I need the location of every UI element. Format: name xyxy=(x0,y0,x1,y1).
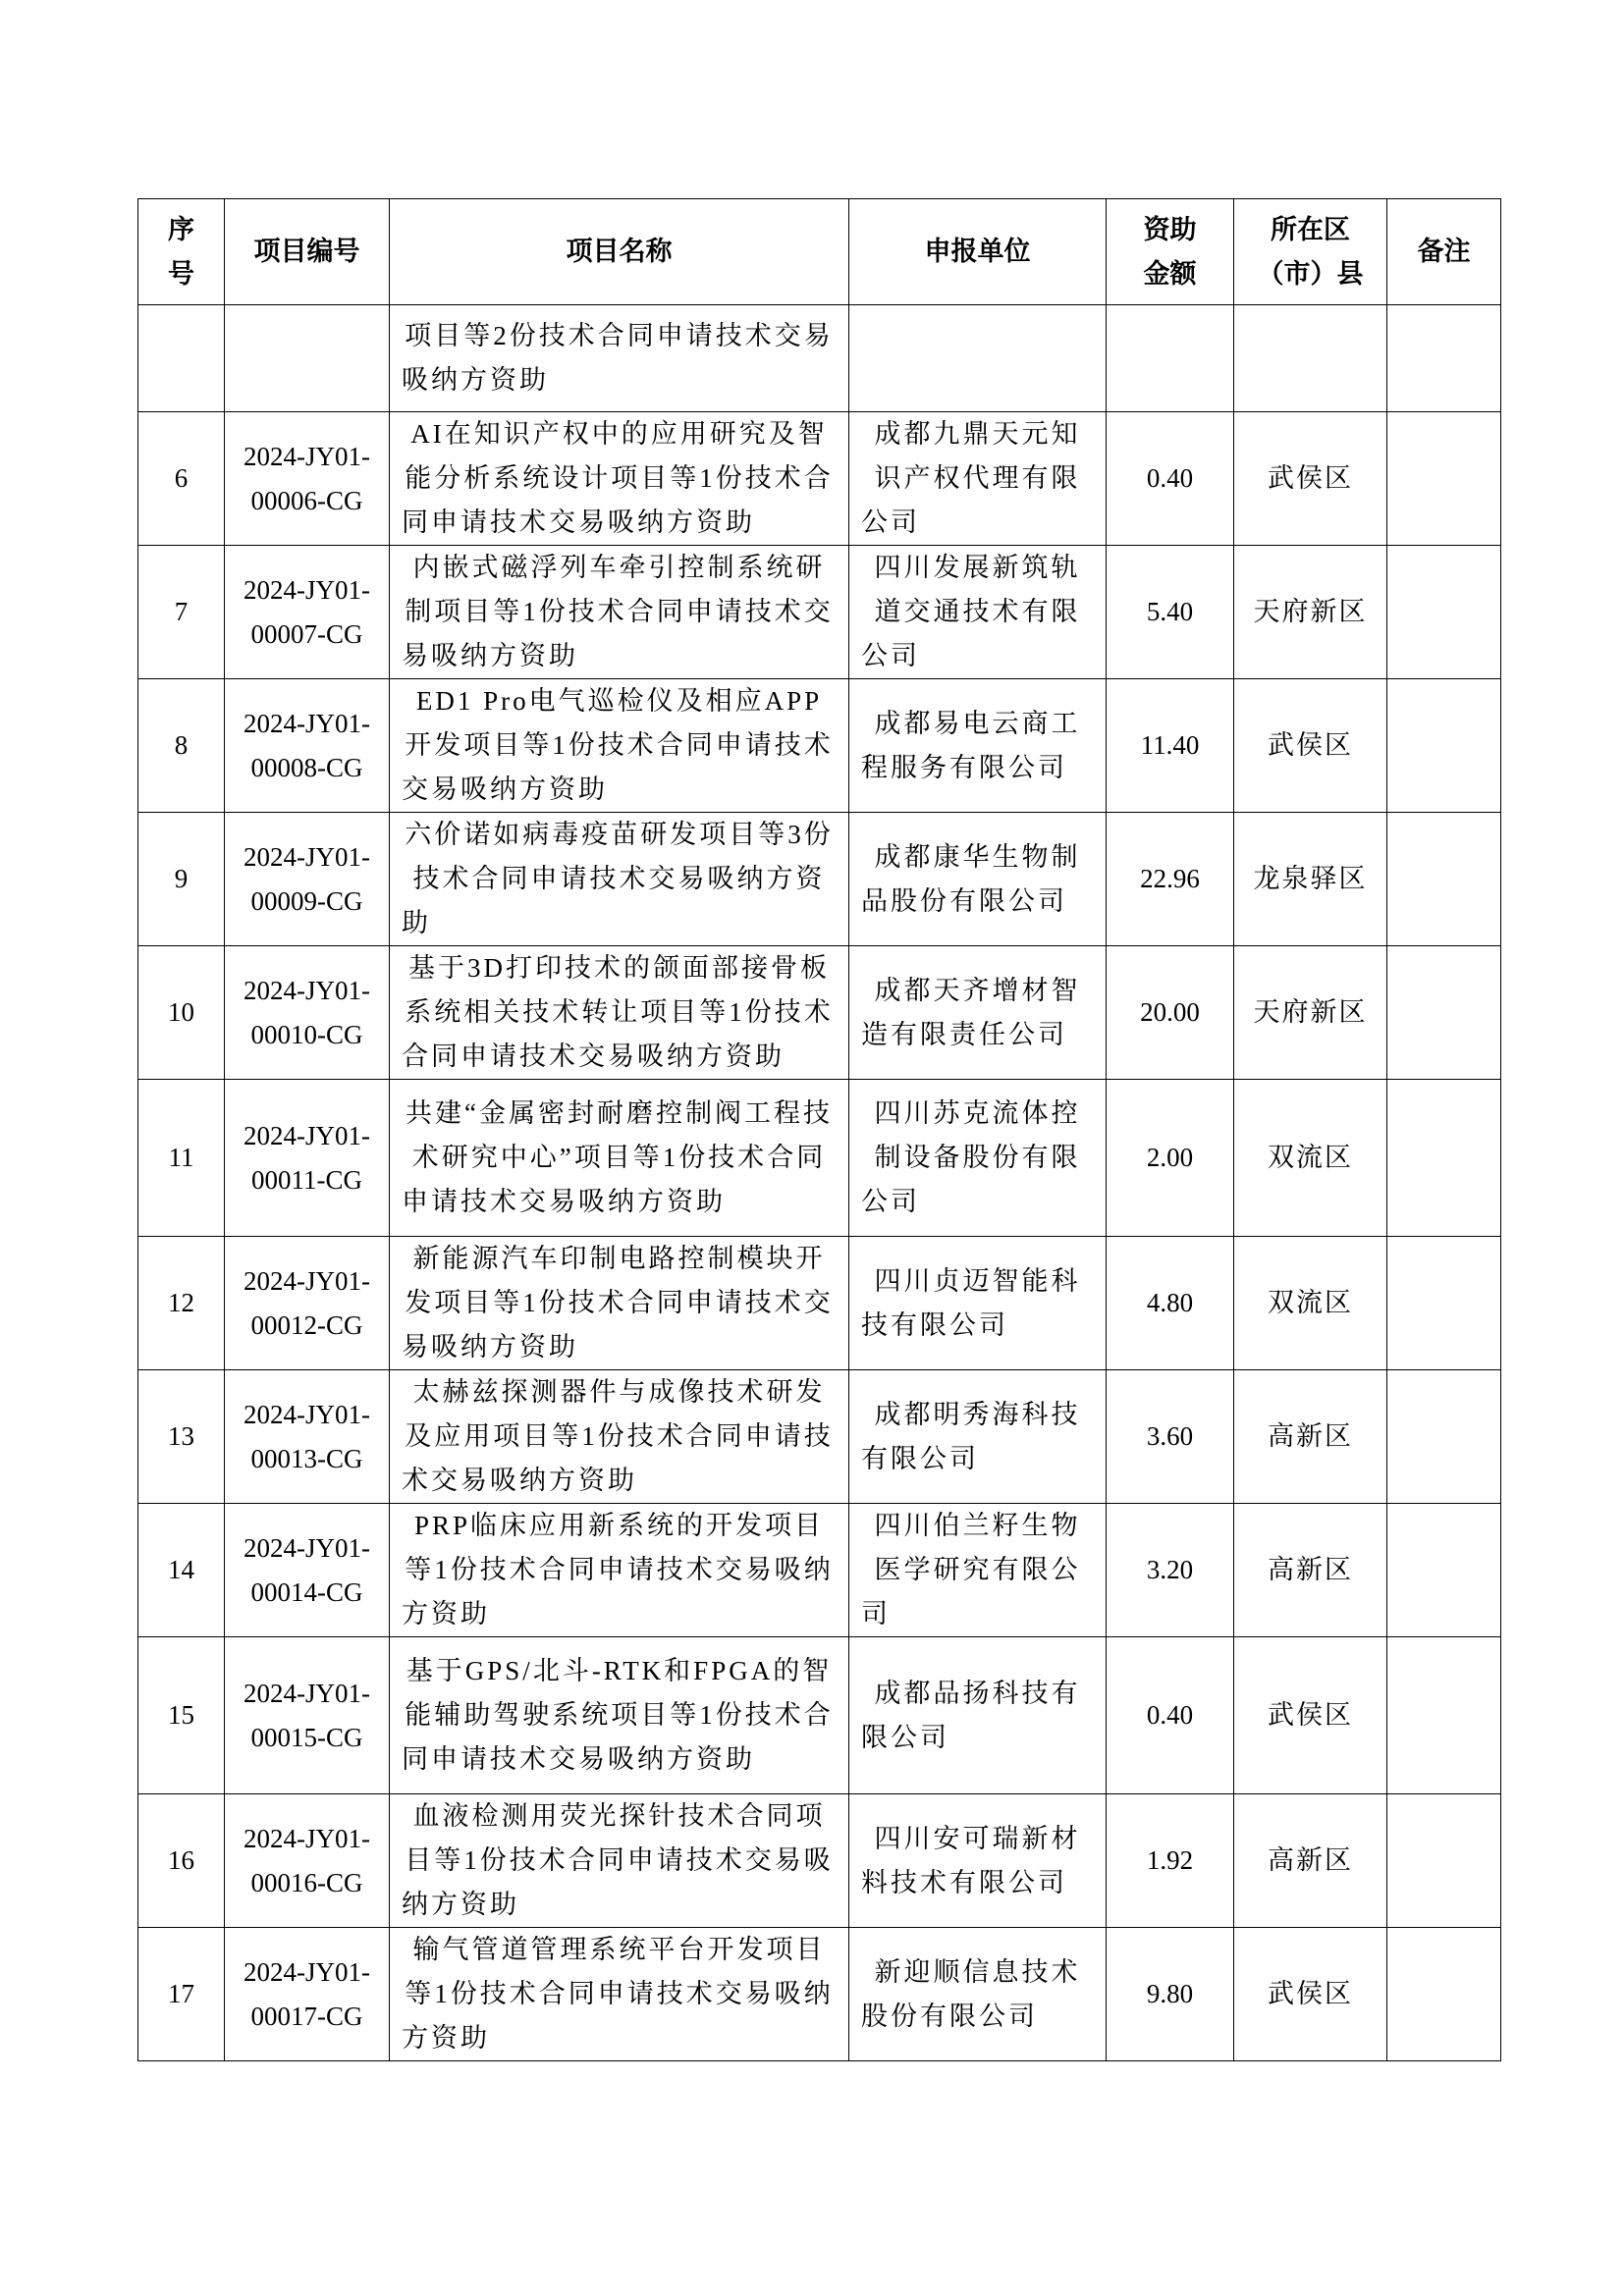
code-text: 2024-JY01-00013-CG xyxy=(244,1399,370,1473)
district-cell: 双流区 xyxy=(1234,1080,1387,1237)
header-amount xyxy=(1107,199,1234,305)
amount-cell: 3.20 xyxy=(1107,1504,1234,1637)
code-cell xyxy=(225,1370,390,1504)
code-cell xyxy=(225,813,390,946)
seq-cell: 8 xyxy=(138,679,225,813)
district-cell: 天府新区 xyxy=(1234,946,1387,1080)
note-cell xyxy=(1387,813,1501,946)
note-cell xyxy=(1387,305,1501,412)
district-cell: 高新区 xyxy=(1234,1794,1387,1928)
table-row xyxy=(138,1504,1501,1637)
note-cell xyxy=(1387,1370,1501,1504)
seq-cell: 16 xyxy=(138,1794,225,1928)
project-name-cell: 输气管道管理系统平台开发项目等1份技术合同申请技术交易吸纳方资助 xyxy=(390,1928,849,2061)
code-text: 2024-JY01-00009-CG xyxy=(244,841,370,916)
applicant-cell: 四川贞迈智能科技有限公司 xyxy=(849,1237,1107,1370)
district-cell: 高新区 xyxy=(1234,1504,1387,1637)
code-text: 2024-JY01-00008-CG xyxy=(244,708,370,782)
table-row xyxy=(138,546,1501,679)
code-text: 2024-JY01-00007-CG xyxy=(244,574,370,649)
header-unit-line: 申报单位 xyxy=(924,237,1031,267)
header-note-line: 备注 xyxy=(1417,237,1471,267)
header-unit xyxy=(849,199,1107,305)
district-cell: 武侯区 xyxy=(1234,412,1387,546)
header-name-line: 项目名称 xyxy=(566,237,673,267)
seq-cell: 9 xyxy=(138,813,225,946)
table-row xyxy=(138,813,1501,946)
seq-cell xyxy=(138,305,225,412)
code-text: 2024-JY01-00016-CG xyxy=(244,1823,370,1897)
table-row xyxy=(138,305,1501,412)
header-code xyxy=(225,199,390,305)
applicant-cell: 成都明秀海科技有限公司 xyxy=(849,1370,1107,1504)
seq-cell: 14 xyxy=(138,1504,225,1637)
note-cell xyxy=(1387,412,1501,546)
code-cell xyxy=(225,1080,390,1237)
header-name xyxy=(390,199,849,305)
header-seq-line: 序 xyxy=(168,214,194,245)
applicant-cell: 四川苏克流体控制设备股份有限公司 xyxy=(849,1080,1107,1237)
note-cell xyxy=(1387,1794,1501,1928)
table-row xyxy=(138,1794,1501,1928)
table-row xyxy=(138,1637,1501,1794)
header-note xyxy=(1387,199,1501,305)
table-row xyxy=(138,412,1501,546)
amount-cell: 9.80 xyxy=(1107,1928,1234,2061)
amount-cell: 22.96 xyxy=(1107,813,1234,946)
amount-cell: 5.40 xyxy=(1107,546,1234,679)
project-name-cell: 共建“金属密封耐磨控制阀工程技术研究中心”项目等1份技术合同申请技术交易吸纳方资助 xyxy=(390,1080,849,1237)
project-name-cell: 项目等2份技术合同申请技术交易吸纳方资助 xyxy=(390,305,849,412)
amount-cell: 20.00 xyxy=(1107,946,1234,1080)
table-row xyxy=(138,1237,1501,1370)
header-amount-line: 金额 xyxy=(1143,258,1197,290)
code-text: 2024-JY01-00015-CG xyxy=(244,1678,370,1752)
district-cell: 武侯区 xyxy=(1234,1928,1387,2061)
applicant-cell: 成都品扬科技有限公司 xyxy=(849,1637,1107,1794)
amount-cell: 1.92 xyxy=(1107,1794,1234,1928)
project-name-cell: ED1 Pro电气巡检仪及相应APP开发项目等1份技术合同申请技术交易吸纳方资助 xyxy=(390,679,849,813)
header-seq-line: 号 xyxy=(168,258,194,290)
header-amount-line: 资助 xyxy=(1143,214,1197,245)
district-cell xyxy=(1234,305,1387,412)
amount-cell: 0.40 xyxy=(1107,412,1234,546)
amount-cell: 3.60 xyxy=(1107,1370,1234,1504)
district-cell: 天府新区 xyxy=(1234,546,1387,679)
code-cell xyxy=(225,946,390,1080)
code-cell xyxy=(225,1928,390,2061)
table-body xyxy=(138,305,1501,2061)
applicant-cell: 四川安可瑞新材料技术有限公司 xyxy=(849,1794,1107,1928)
project-name-cell: 基于3D打印技术的颌面部接骨板系统相关技术转让项目等1份技术合同申请技术交易吸纳方资助 xyxy=(390,946,849,1080)
amount-cell: 2.00 xyxy=(1107,1080,1234,1237)
seq-cell: 13 xyxy=(138,1370,225,1504)
amount-cell: 11.40 xyxy=(1107,679,1234,813)
amount-cell: 0.40 xyxy=(1107,1637,1234,1794)
header-row xyxy=(138,199,1501,305)
note-cell xyxy=(1387,946,1501,1080)
applicant-cell: 成都天齐增材智造有限责任公司 xyxy=(849,946,1107,1080)
seq-cell: 12 xyxy=(138,1237,225,1370)
applicant-cell: 四川发展新筑轨道交通技术有限公司 xyxy=(849,546,1107,679)
project-name-cell: 六价诺如病毒疫苗研发项目等3份技术合同申请技术交易吸纳方资助 xyxy=(390,813,849,946)
code-text: 2024-JY01-00012-CG xyxy=(244,1265,370,1340)
header-code-line: 项目编号 xyxy=(253,237,360,267)
header-district xyxy=(1234,199,1387,305)
table-row xyxy=(138,679,1501,813)
funding-table xyxy=(137,198,1501,2061)
table-row xyxy=(138,1928,1501,2061)
code-cell xyxy=(225,1237,390,1370)
code-text: 2024-JY01-00017-CG xyxy=(244,1956,370,2031)
seq-cell: 11 xyxy=(138,1080,225,1237)
table-row xyxy=(138,946,1501,1080)
note-cell xyxy=(1387,1928,1501,2061)
header-district-line: （市）县 xyxy=(1257,258,1364,290)
code-cell xyxy=(225,1504,390,1637)
code-text: 2024-JY01-00014-CG xyxy=(244,1532,370,1607)
applicant-cell: 新迎顺信息技术股份有限公司 xyxy=(849,1928,1107,2061)
applicant-cell: 成都康华生物制品股份有限公司 xyxy=(849,813,1107,946)
applicant-cell xyxy=(849,305,1107,412)
note-cell xyxy=(1387,679,1501,813)
code-cell xyxy=(225,679,390,813)
project-name-cell: 血液检测用荧光探针技术合同项目等1份技术合同申请技术交易吸纳方资助 xyxy=(390,1794,849,1928)
table-row xyxy=(138,1080,1501,1237)
code-text: 2024-JY01-00011-CG xyxy=(244,1120,370,1195)
code-cell xyxy=(225,546,390,679)
district-cell: 武侯区 xyxy=(1234,679,1387,813)
header-district-line: 所在区 xyxy=(1271,214,1350,245)
project-name-cell: 内嵌式磁浮列车牵引控制系统研制项目等1份技术合同申请技术交易吸纳方资助 xyxy=(390,546,849,679)
project-name-cell: 基于GPS/北斗-RTK和FPGA的智能辅助驾驶系统项目等1份技术合同申请技术交易吸纳方资助 xyxy=(390,1637,849,1794)
code-cell xyxy=(225,305,390,412)
code-text: 2024-JY01-00010-CG xyxy=(244,975,370,1049)
district-cell: 高新区 xyxy=(1234,1370,1387,1504)
district-cell: 武侯区 xyxy=(1234,1637,1387,1794)
amount-cell: 4.80 xyxy=(1107,1237,1234,1370)
note-cell xyxy=(1387,1637,1501,1794)
project-name-cell: 太赫兹探测器件与成像技术研发及应用项目等1份技术合同申请技术交易吸纳方资助 xyxy=(390,1370,849,1504)
seq-cell: 15 xyxy=(138,1637,225,1794)
seq-cell: 17 xyxy=(138,1928,225,2061)
code-text: 2024-JY01-00006-CG xyxy=(244,441,370,515)
project-name-cell: PRP临床应用新系统的开发项目等1份技术合同申请技术交易吸纳方资助 xyxy=(390,1504,849,1637)
district-cell: 双流区 xyxy=(1234,1237,1387,1370)
amount-cell xyxy=(1107,305,1234,412)
seq-cell: 7 xyxy=(138,546,225,679)
applicant-cell: 成都易电云商工程服务有限公司 xyxy=(849,679,1107,813)
district-cell: 龙泉驿区 xyxy=(1234,813,1387,946)
seq-cell: 6 xyxy=(138,412,225,546)
header-seq xyxy=(138,199,225,305)
applicant-cell: 四川伯兰籽生物医学研究有限公司 xyxy=(849,1504,1107,1637)
note-cell xyxy=(1387,1504,1501,1637)
project-name-cell: AI在知识产权中的应用研究及智能分析系统设计项目等1份技术合同申请技术交易吸纳方资助 xyxy=(390,412,849,546)
project-name-cell: 新能源汽车印制电路控制模块开发项目等1份技术合同申请技术交易吸纳方资助 xyxy=(390,1237,849,1370)
note-cell xyxy=(1387,546,1501,679)
note-cell xyxy=(1387,1080,1501,1237)
seq-cell: 10 xyxy=(138,946,225,1080)
applicant-cell: 成都九鼎天元知识产权代理有限公司 xyxy=(849,412,1107,546)
note-cell xyxy=(1387,1237,1501,1370)
code-cell xyxy=(225,1637,390,1794)
table-row xyxy=(138,1370,1501,1504)
code-cell xyxy=(225,412,390,546)
code-cell xyxy=(225,1794,390,1928)
